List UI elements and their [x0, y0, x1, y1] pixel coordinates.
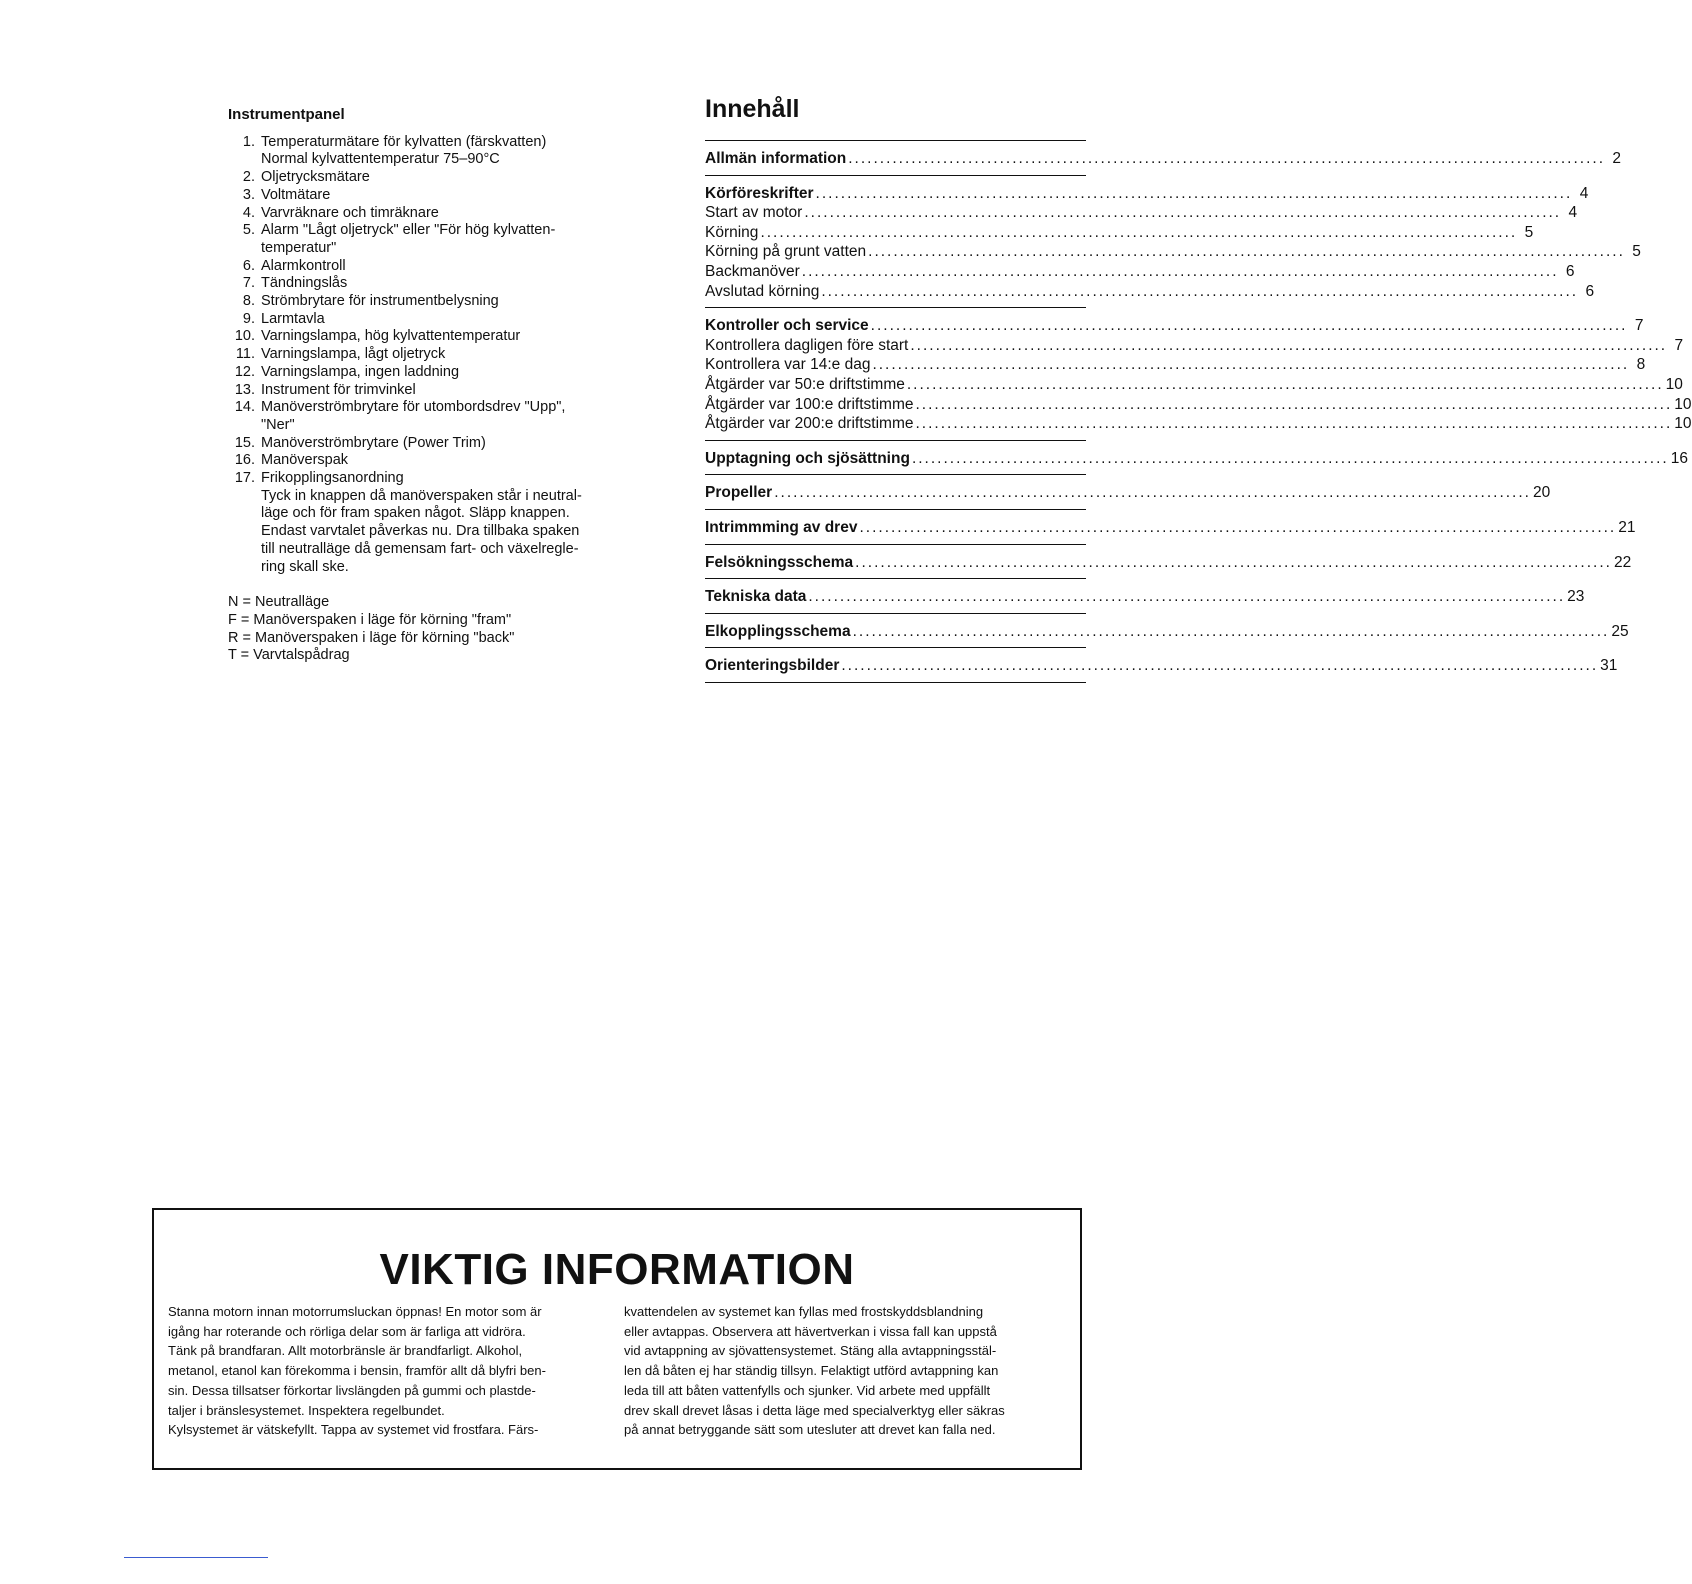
toc-entry-label: Avslutad körning: [705, 282, 820, 300]
toc-leader-dots: ........................................................................................................................: [915, 395, 1673, 413]
list-item: [228, 382, 628, 400]
toc-leader-dots: ........................................................................................................................: [859, 518, 1617, 536]
toc-entry-page: 8: [1636, 356, 1646, 374]
toc-entry-label: Elkopplingsschema: [705, 622, 851, 640]
toc-leader-dots: ........................................................................................................................: [801, 262, 1559, 280]
legend-row: N = Neutralläge: [228, 594, 330, 611]
toc-group: [705, 440, 1688, 475]
toc-entry[interactable]: [705, 282, 1595, 302]
instrumentpanel-legend: [228, 594, 628, 665]
toc-group: [705, 613, 1629, 648]
list-item-number: 1.: [242, 133, 255, 150]
toc-entry-page: 21: [1618, 518, 1636, 536]
list-item-number: 5.: [242, 222, 255, 239]
list-item-number: 7.: [242, 275, 255, 292]
list-item-number: 16.: [234, 452, 255, 469]
instrumentpanel-section: [228, 106, 628, 665]
toc-leader-dots: ........................................................................................................................: [870, 317, 1628, 335]
toc-leader-dots: ........................................................................................................................: [911, 449, 1669, 467]
toc-entry[interactable]: [705, 262, 1575, 282]
list-item-text: Varningslampa, hög kylvattentemperatur: [261, 328, 521, 345]
list-item-text: Temperaturmätare för kylvatten (färskvatten) Normal kylvattentemperatur 75–90°C: [261, 133, 547, 168]
important-info-box: [152, 1208, 1082, 1470]
toc-group: [705, 578, 1585, 613]
toc-entry[interactable]: [705, 518, 1636, 538]
legend-row: R = Manöverspaken i läge för körning "back": [228, 629, 515, 646]
toc-entry[interactable]: [705, 587, 1585, 607]
toc-entry-page: 4: [1579, 184, 1589, 202]
toc-entry-label: Kontroller och service: [705, 317, 869, 335]
list-item-text: Voltmätare: [261, 186, 331, 203]
toc-entry-label: Orienteringsbilder: [705, 657, 840, 675]
list-item-text: Varningslampa, ingen laddning: [261, 363, 460, 380]
list-item: [228, 399, 628, 434]
toc-list: [705, 140, 1692, 683]
toc-entry-page: 7: [1634, 317, 1644, 335]
toc-entry-page: 6: [1565, 262, 1575, 280]
list-item-text: Frikopplingsanordning Tyck in knappen då manöverspaken står i neutral- läge och för fram spaken något. Släpp knappen. Endast varvtalet påverkas nu. Dra tillbaka spaken till neutralläge då gemensam fart- och växelregle- ring skall ske.: [261, 470, 582, 575]
list-item-text: Manöverströmbrytare för utombordsdrev "Upp", "Ner": [261, 399, 566, 433]
toc-entry-label: Upptagning och sjösättning: [705, 449, 910, 467]
toc-entry[interactable]: [705, 395, 1692, 415]
toc-entry-label: Körning på grunt vatten: [705, 243, 867, 261]
list-item: [228, 293, 628, 311]
toc-entry-label: Åtgärder var 200:e driftstimme: [705, 415, 914, 433]
toc-entry[interactable]: [705, 223, 1534, 243]
list-item-number: 11.: [235, 346, 255, 363]
toc-group: [705, 474, 1551, 509]
toc-entry[interactable]: [705, 483, 1551, 503]
important-info-right-text: kvattendelen av systemet kan fyllas med frostskyddsblandning eller avtappas. Observera att hävertverkan i vissa fall kan uppstå vid avtappning av sjövattensystemet. Stäng alla avtappningsstäl- len då båten ej har ständig tillsyn. Felaktigt utförd avtappning kan leda till att båten vattenfylls och sjunker. Vid arbete med uppfällt drev skall drevet låsas i detta läge med specialverktyg eller säkras på annat betryggande sätt som utesluter att drevet kan falla ned.: [624, 1304, 1005, 1438]
list-item-number: 13.: [234, 381, 255, 398]
toc-section: [705, 92, 1692, 683]
list-item: [228, 311, 628, 329]
list-item: [228, 452, 628, 470]
toc-entry-label: Propeller: [705, 484, 773, 502]
list-item-number: 3.: [242, 186, 255, 203]
toc-leader-dots: ........................................................................................................................: [855, 553, 1612, 571]
toc-entry-label: Åtgärder var 50:e driftstimme: [705, 375, 905, 393]
toc-entry-label: Körning: [705, 223, 759, 241]
toc-entry-label: Intrimmming av drev: [705, 518, 858, 536]
toc-entry-label: Tekniska data: [705, 588, 807, 606]
list-item: [228, 187, 628, 205]
toc-entry-page: 23: [1567, 588, 1585, 606]
list-item: [228, 258, 628, 276]
toc-group: [705, 140, 1622, 175]
list-item: [228, 169, 628, 187]
list-item-text: Manöverspak: [261, 452, 349, 469]
list-item: [228, 435, 628, 453]
toc-entry-page: 4: [1568, 204, 1578, 222]
toc-entry-page: 6: [1585, 282, 1595, 300]
legend-row: T = Varvtalspådrag: [228, 647, 350, 664]
toc-group: [705, 307, 1692, 440]
toc-entry-page: 10: [1674, 415, 1692, 433]
instrumentpanel-title: Instrumentpanel: [228, 106, 345, 123]
toc-entry-label: Felsökningsschema: [705, 553, 854, 571]
list-item-text: Tändningslås: [261, 275, 348, 292]
list-item-text: Manöverströmbrytare (Power Trim): [261, 434, 486, 451]
list-item: [228, 275, 628, 293]
list-item: [228, 346, 628, 364]
list-item-text: Varvräknare och timräknare: [261, 204, 439, 221]
list-item: [228, 222, 628, 257]
list-item-number: 9.: [242, 310, 255, 327]
toc-group: [705, 544, 1632, 579]
legend-row: F = Manöverspaken i läge för körning "fram": [228, 611, 512, 628]
toc-entry-label: Körföreskrifter: [705, 184, 814, 202]
list-item-number: 15.: [234, 434, 255, 451]
toc-entry-page: 5: [1632, 243, 1641, 261]
list-item-text: Alarm "Lågt oljetryck" eller "För hög kylvatten- temperatur": [261, 222, 556, 256]
list-item: [228, 470, 628, 576]
list-item-number: 12.: [234, 363, 255, 380]
toc-entry-label: Åtgärder var 100:e driftstimme: [705, 395, 914, 413]
list-item-number: 17.: [234, 470, 255, 487]
toc-entry[interactable]: [705, 316, 1644, 336]
toc-leader-dots: ........................................................................................................................: [815, 184, 1573, 202]
list-item-text: Larmtavla: [261, 310, 325, 327]
toc-entry-page: 7: [1674, 336, 1684, 354]
list-item-text: Varningslampa, lågt oljetryck: [261, 346, 446, 363]
list-item: [228, 328, 628, 346]
toc-entry-page: 10: [1665, 375, 1683, 393]
toc-entry-page: 22: [1613, 553, 1632, 571]
toc-entry[interactable]: [705, 242, 1641, 262]
toc-entry[interactable]: [705, 184, 1589, 204]
toc-entry-label: Kontrollera var 14:e dag: [705, 356, 871, 374]
toc-group: [705, 509, 1636, 544]
toc-leader-dots: ........................................................................................................................: [852, 622, 1610, 640]
toc-entry[interactable]: [705, 375, 1683, 395]
toc-leader-dots: ........................................................................................................................: [774, 484, 1531, 502]
list-item-number: 4.: [242, 204, 255, 221]
toc-leader-dots: ........................................................................................................................: [841, 657, 1599, 675]
important-info-left-text: Stanna motorn innan motorrumsluckan öppnas! En motor som är igång har roterande och rörliga delar som är farliga att vidröra. Tänk på brandfaran. Allt motorbränsle är brandfarligt. Alkohol, metanol, etanol kan förekomma i bensin, framför allt då blyfri ben- sin. Dessa tillsatser förkortar livslängden på gummi och plastde- taljer i bränslesystemet. Inspektera regelbundet. Kylsystemet är vätskefyllt. Tappa av systemet vid frostfara. Färs-: [168, 1304, 546, 1438]
toc-entry-label: Start av motor: [705, 204, 803, 222]
footer-rule: [124, 1557, 268, 1558]
list-item-text: Strömbrytare för instrumentbelysning: [261, 293, 499, 310]
toc-entry-page: 20: [1532, 484, 1551, 502]
toc-entry-page: 2: [1612, 150, 1622, 167]
toc-leader-dots: ........................................................................................................................: [872, 356, 1630, 374]
toc-entry[interactable]: [705, 355, 1646, 375]
toc-leader-dots: ........................................................................................................................: [848, 150, 1606, 167]
toc-leader-dots: ........................................................................................................................: [821, 282, 1579, 300]
list-item: [228, 134, 628, 169]
toc-leader-dots: ........................................................................................................................: [868, 243, 1625, 261]
toc-entry-page: 25: [1611, 622, 1629, 640]
toc-entry[interactable]: [705, 449, 1688, 469]
toc-entry[interactable]: [705, 149, 1622, 169]
toc-group: [705, 647, 1618, 683]
toc-entry-page: 31: [1600, 657, 1618, 675]
toc-leader-dots: ........................................................................................................................: [910, 336, 1668, 354]
toc-leader-dots: ........................................................................................................................: [804, 204, 1562, 222]
list-item-text: Oljetrycksmätare: [261, 169, 370, 186]
list-item-text: Alarmkontroll: [261, 257, 346, 274]
toc-entry-page: 5: [1524, 223, 1534, 241]
list-item-number: 2.: [242, 169, 255, 186]
toc-entry-page: 10: [1674, 395, 1692, 413]
list-item-number: 6.: [242, 257, 255, 274]
toc-entry[interactable]: [705, 203, 1578, 223]
list-item-number: 14.: [234, 399, 255, 416]
important-info-title: VIKTIG INFORMATION: [379, 1245, 855, 1294]
toc-entry[interactable]: [705, 414, 1692, 434]
toc-leader-dots: ........................................................................................................................: [906, 375, 1664, 393]
instrumentpanel-list: [228, 134, 628, 577]
toc-leader-dots: ........................................................................................................................: [915, 415, 1673, 433]
toc-leader-dots: ........................................................................................................................: [760, 223, 1518, 241]
toc-entry-page: 16: [1670, 449, 1688, 467]
toc-entry-label: Kontrollera dagligen före start: [705, 336, 909, 354]
list-item: [228, 205, 628, 223]
toc-entry[interactable]: [705, 336, 1684, 356]
toc-entry-label: Backmanöver: [705, 262, 800, 280]
toc-entry-label: Allmän information: [705, 150, 847, 167]
toc-title: Innehåll: [705, 95, 800, 123]
important-info-columns: [154, 1294, 1080, 1440]
toc-entry[interactable]: [705, 656, 1618, 676]
list-item-number: 8.: [242, 293, 255, 310]
list-item-text: Instrument för trimvinkel: [261, 381, 416, 398]
list-item: [228, 364, 628, 382]
list-item-number: 10.: [234, 328, 255, 345]
toc-entry[interactable]: [705, 622, 1629, 642]
toc-leader-dots: ........................................................................................................................: [808, 588, 1566, 606]
toc-group: [705, 175, 1641, 308]
toc-entry[interactable]: [705, 553, 1632, 573]
